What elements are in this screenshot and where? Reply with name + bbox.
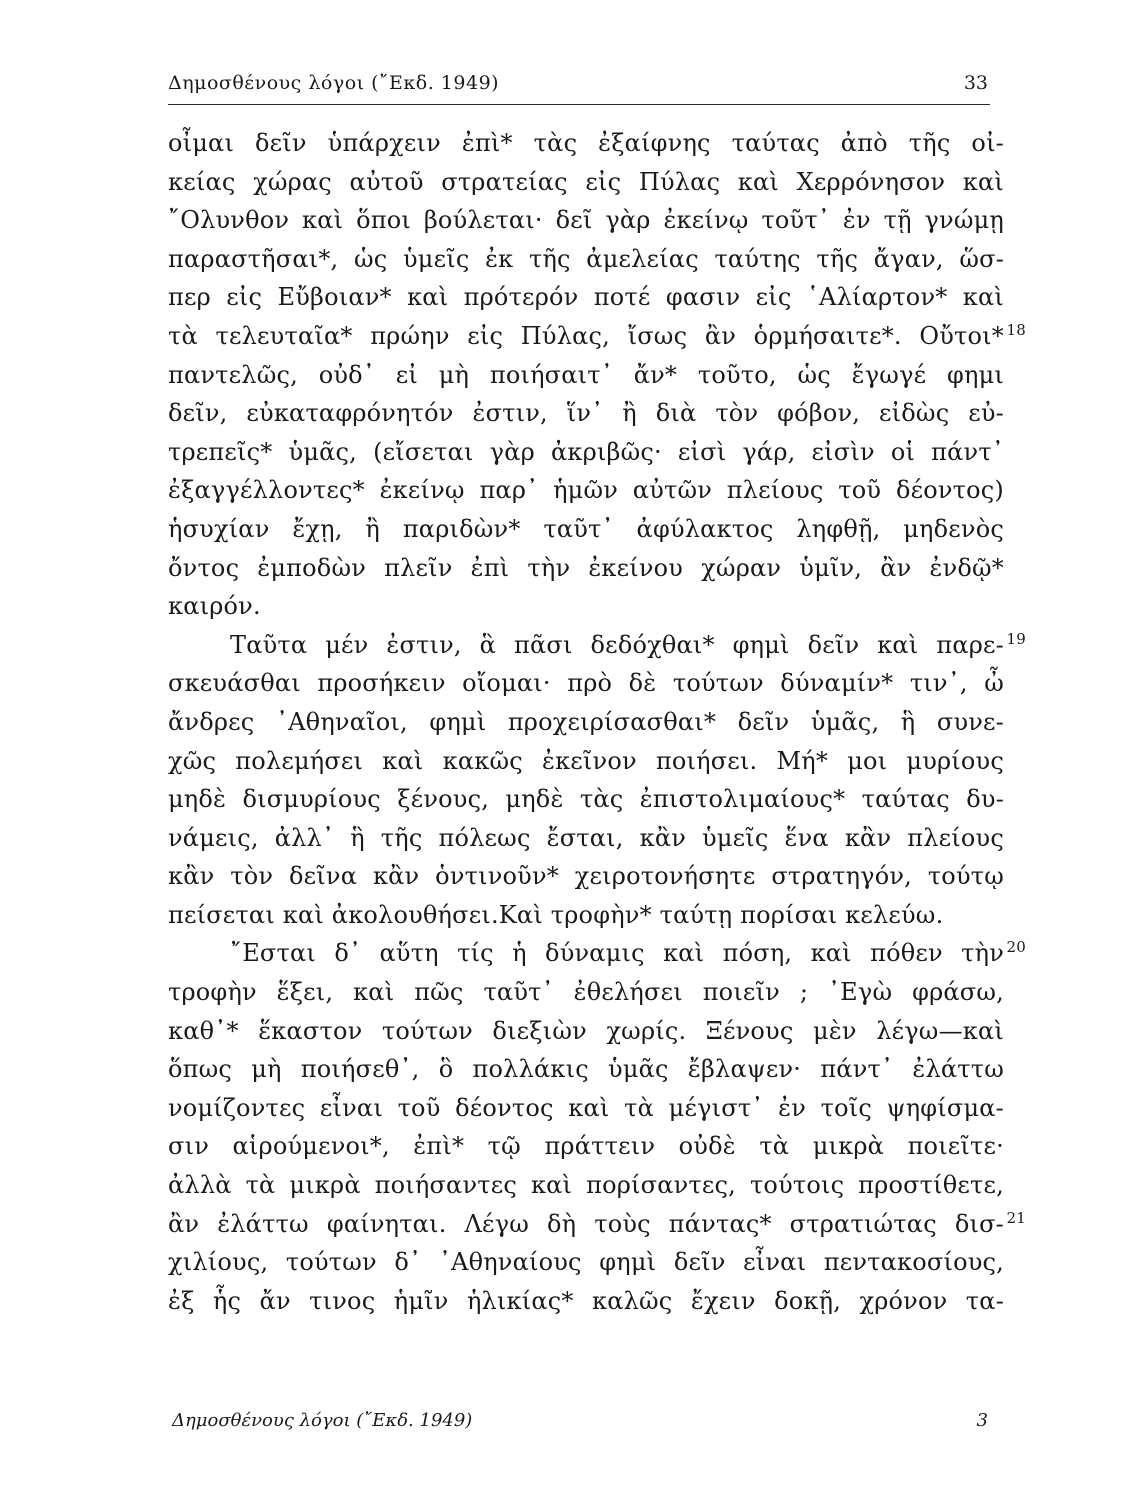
text-line (168, 356, 1004, 395)
text-line (168, 433, 1004, 472)
text-line (168, 394, 1004, 433)
text-line-content: καθ᾿* ἕκαστον τούτων διεξιὼν χωρίς. Ξένους μὲν λέγω—καὶ (168, 1016, 1004, 1045)
text-line (168, 742, 1004, 781)
text-line (168, 549, 1004, 588)
text-line (168, 626, 1026, 665)
text-line-content: παντελῶς, οὐδ᾿ εἰ μὴ ποιήσαιτ᾿ ἄν* τοῦτο, ὡς ἔγωγέ φημι (168, 360, 1004, 389)
text-line-content: νομίζοντες εἶναι τοῦ δέοντος καὶ τὰ μέγιστ᾿ ἐν τοῖς ψηφίσμα- (168, 1093, 1004, 1122)
section-number: 20 (1006, 938, 1026, 957)
text-line (168, 1012, 1004, 1051)
text-line-content: παραστῆσαι*, ὡς ὑμεῖς ἐκ τῆς ἀμελείας ταύτης τῆς ἄγαν, ὥσ- (168, 244, 1004, 273)
text-line (168, 703, 1004, 742)
text-line (168, 317, 1026, 356)
text-line (168, 240, 1004, 279)
text-line (168, 664, 1004, 703)
text-line (168, 201, 1004, 240)
text-line (168, 124, 1004, 163)
text-line-content: χῶς πολεμήσει καὶ κακῶς ἐκεῖνον ποιήσει. Μή* μοι μυρίους (168, 746, 1004, 775)
footer-sheet-number: 3 (976, 1410, 988, 1431)
text-line (168, 1205, 1026, 1244)
text-line-content: ἐξ ἧς ἄν τινος ἡμῖν ἡλικίας* καλῶς ἔχειν δοκῇ, χρόνον τα- (168, 1286, 1004, 1315)
text-line-content: ὅπως μὴ ποιήσεθ᾿, ὃ πολλάκις ὑμᾶς ἔβλαψεν· πάντ᾿ ἐλάττω (168, 1055, 1004, 1084)
text-line (168, 857, 1004, 896)
section-number: 21 (1006, 1208, 1026, 1227)
text-line-content: περ εἰς Εὔβοιαν* καὶ πρότερόν ποτέ φασιν εἰς ῾Αλίαρτον* καὶ (168, 283, 1004, 312)
footer-signature: Δημοσθένους λόγοι (῎Εκδ. 1949) (172, 1410, 473, 1431)
text-line (168, 896, 1004, 935)
body-text (168, 124, 1026, 1320)
text-line-content: δεῖν, εὐκαταφρόνητόν ἐστιν, ἵν᾿ ἢ διὰ τὸν φόβον, εἰδὼς εὐ- (168, 399, 1004, 428)
text-line (168, 471, 1004, 510)
text-line (168, 1127, 1004, 1166)
text-line-content: νάμεις, ἀλλ᾿ ἣ τῆς πόλεως ἔσται, κἂν ὑμεῖς ἕνα κἂν πλείους (168, 823, 1004, 852)
text-line (168, 163, 1004, 202)
text-line-content: μηδὲ δισμυρίους ξένους, μηδὲ τὰς ἐπιστολιμαίους* ταύτας δυ- (168, 785, 1004, 814)
text-line (168, 780, 1004, 819)
text-line (168, 587, 1004, 626)
text-line-content: ὄντος ἐμποδὼν πλεῖν ἐπὶ τὴν ἐκείνου χώραν ὑμῖν, ἂν ἐνδῷ* (168, 553, 1004, 582)
text-line (168, 510, 1004, 549)
text-line-content: ἀλλὰ τὰ μικρὰ ποιήσαντες καὶ πορίσαντες, τούτοις προστίθετε, (168, 1171, 1004, 1200)
text-line-content: ἂν ἐλάττω φαίνηται. Λέγω δὴ τοὺς πάντας* στρατιώτας δισ- (168, 1209, 1004, 1238)
text-line-content: οἶμαι δεῖν ὑπάρχειν ἐπὶ* τὰς ἐξαίφνης ταύτας ἀπὸ τῆς οἰ- (168, 129, 1004, 157)
text-line (168, 1243, 1004, 1282)
text-line-content: σκευάσθαι προσήκειν οἴομαι· πρὸ δὲ τούτων δύναμίν* τιν᾿, ὦ (168, 669, 1004, 698)
text-line-content: ἐξαγγέλλοντες* ἐκείνῳ παρ᾿ ἡμῶν αὐτῶν πλείους τοῦ δέοντος) (168, 476, 1004, 505)
text-line-content: ῎Εσται δ᾿ αὕτη τίς ἡ δύναμις καὶ πόση, καὶ πόθεν τὴν (230, 939, 1004, 968)
running-title: Δημοσθένους λόγοι (῎Εκδ. 1949) (168, 72, 500, 94)
text-line (168, 934, 1026, 973)
text-line-content: τὰ τελευταῖα* πρώην εἰς Πύλας, ἴσως ἂν ὁρμήσαιτε*. Οὔτοι* (168, 321, 1004, 350)
text-line-content: τρεπεῖς* ὑμᾶς, (εἴσεται γὰρ ἀκριβῶς· εἰσὶ γάρ, εἰσὶν οἱ πάντ᾿ (168, 437, 1004, 466)
text-line (168, 819, 1004, 858)
text-line-content: κείας χώρας αὐτοῦ στρατείας εἰς Πύλας καὶ Χερρόνησον καὶ (168, 167, 1004, 196)
text-line (168, 1166, 1004, 1205)
page-number: 33 (963, 72, 988, 94)
section-number: 19 (1006, 629, 1026, 648)
text-line-content: ῎Ολυνθον καὶ ὅποι βούλεται· δεῖ γὰρ ἐκείνῳ τοῦτ᾿ ἐν τῇ γνώμῃ (168, 206, 1004, 235)
footer (172, 1410, 988, 1440)
text-line-content: ἡσυχίαν ἔχῃ, ἢ παριδὼν* ταῦτ᾿ ἀφύλακτος ληφθῇ, μηδενὸς (168, 514, 1004, 543)
text-line-content: τροφὴν ἕξει, καὶ πῶς ταῦτ᾿ ἐθελήσει ποιεῖν ; ᾿Εγὼ φράσω, (168, 978, 1004, 1007)
text-line-content: πείσεται καὶ ἀκολουθήσει.Καὶ τροφὴν* ταύτῃ πορίσαι κελεύω. (168, 900, 944, 929)
text-line (168, 278, 1004, 317)
text-line-content: κἂν τὸν δεῖνα κἂν ὁντινοῦν* χειροτονήσητε στρατηγόν, τούτῳ (168, 862, 1004, 891)
text-line (168, 1282, 1004, 1321)
text-line-content: Ταῦτα μέν ἐστιν, ἃ πᾶσι δεδόχθαι* φημὶ δεῖν καὶ παρε- (230, 630, 1004, 659)
text-line (168, 1089, 1004, 1128)
text-line-content: χιλίους, τούτων δ᾿ ᾿Αθηναίους φημὶ δεῖν εἶναι πεντακοσίους, (168, 1248, 1004, 1277)
running-head (168, 70, 990, 105)
text-line-content: ἄνδρες ᾿Αθηναῖοι, φημὶ προχειρίσασθαι* δεῖν ὑμᾶς, ἣ συνε- (168, 707, 1004, 736)
section-number: 18 (1006, 320, 1026, 339)
text-line-content: σιν αἱρούμενοι*, ἐπὶ* τῷ πράττειν οὐδὲ τὰ μικρὰ ποιεῖτε· (168, 1132, 1004, 1161)
text-line (168, 1050, 1004, 1089)
text-line (168, 973, 1004, 1012)
text-line-content: καιρόν. (168, 592, 261, 621)
